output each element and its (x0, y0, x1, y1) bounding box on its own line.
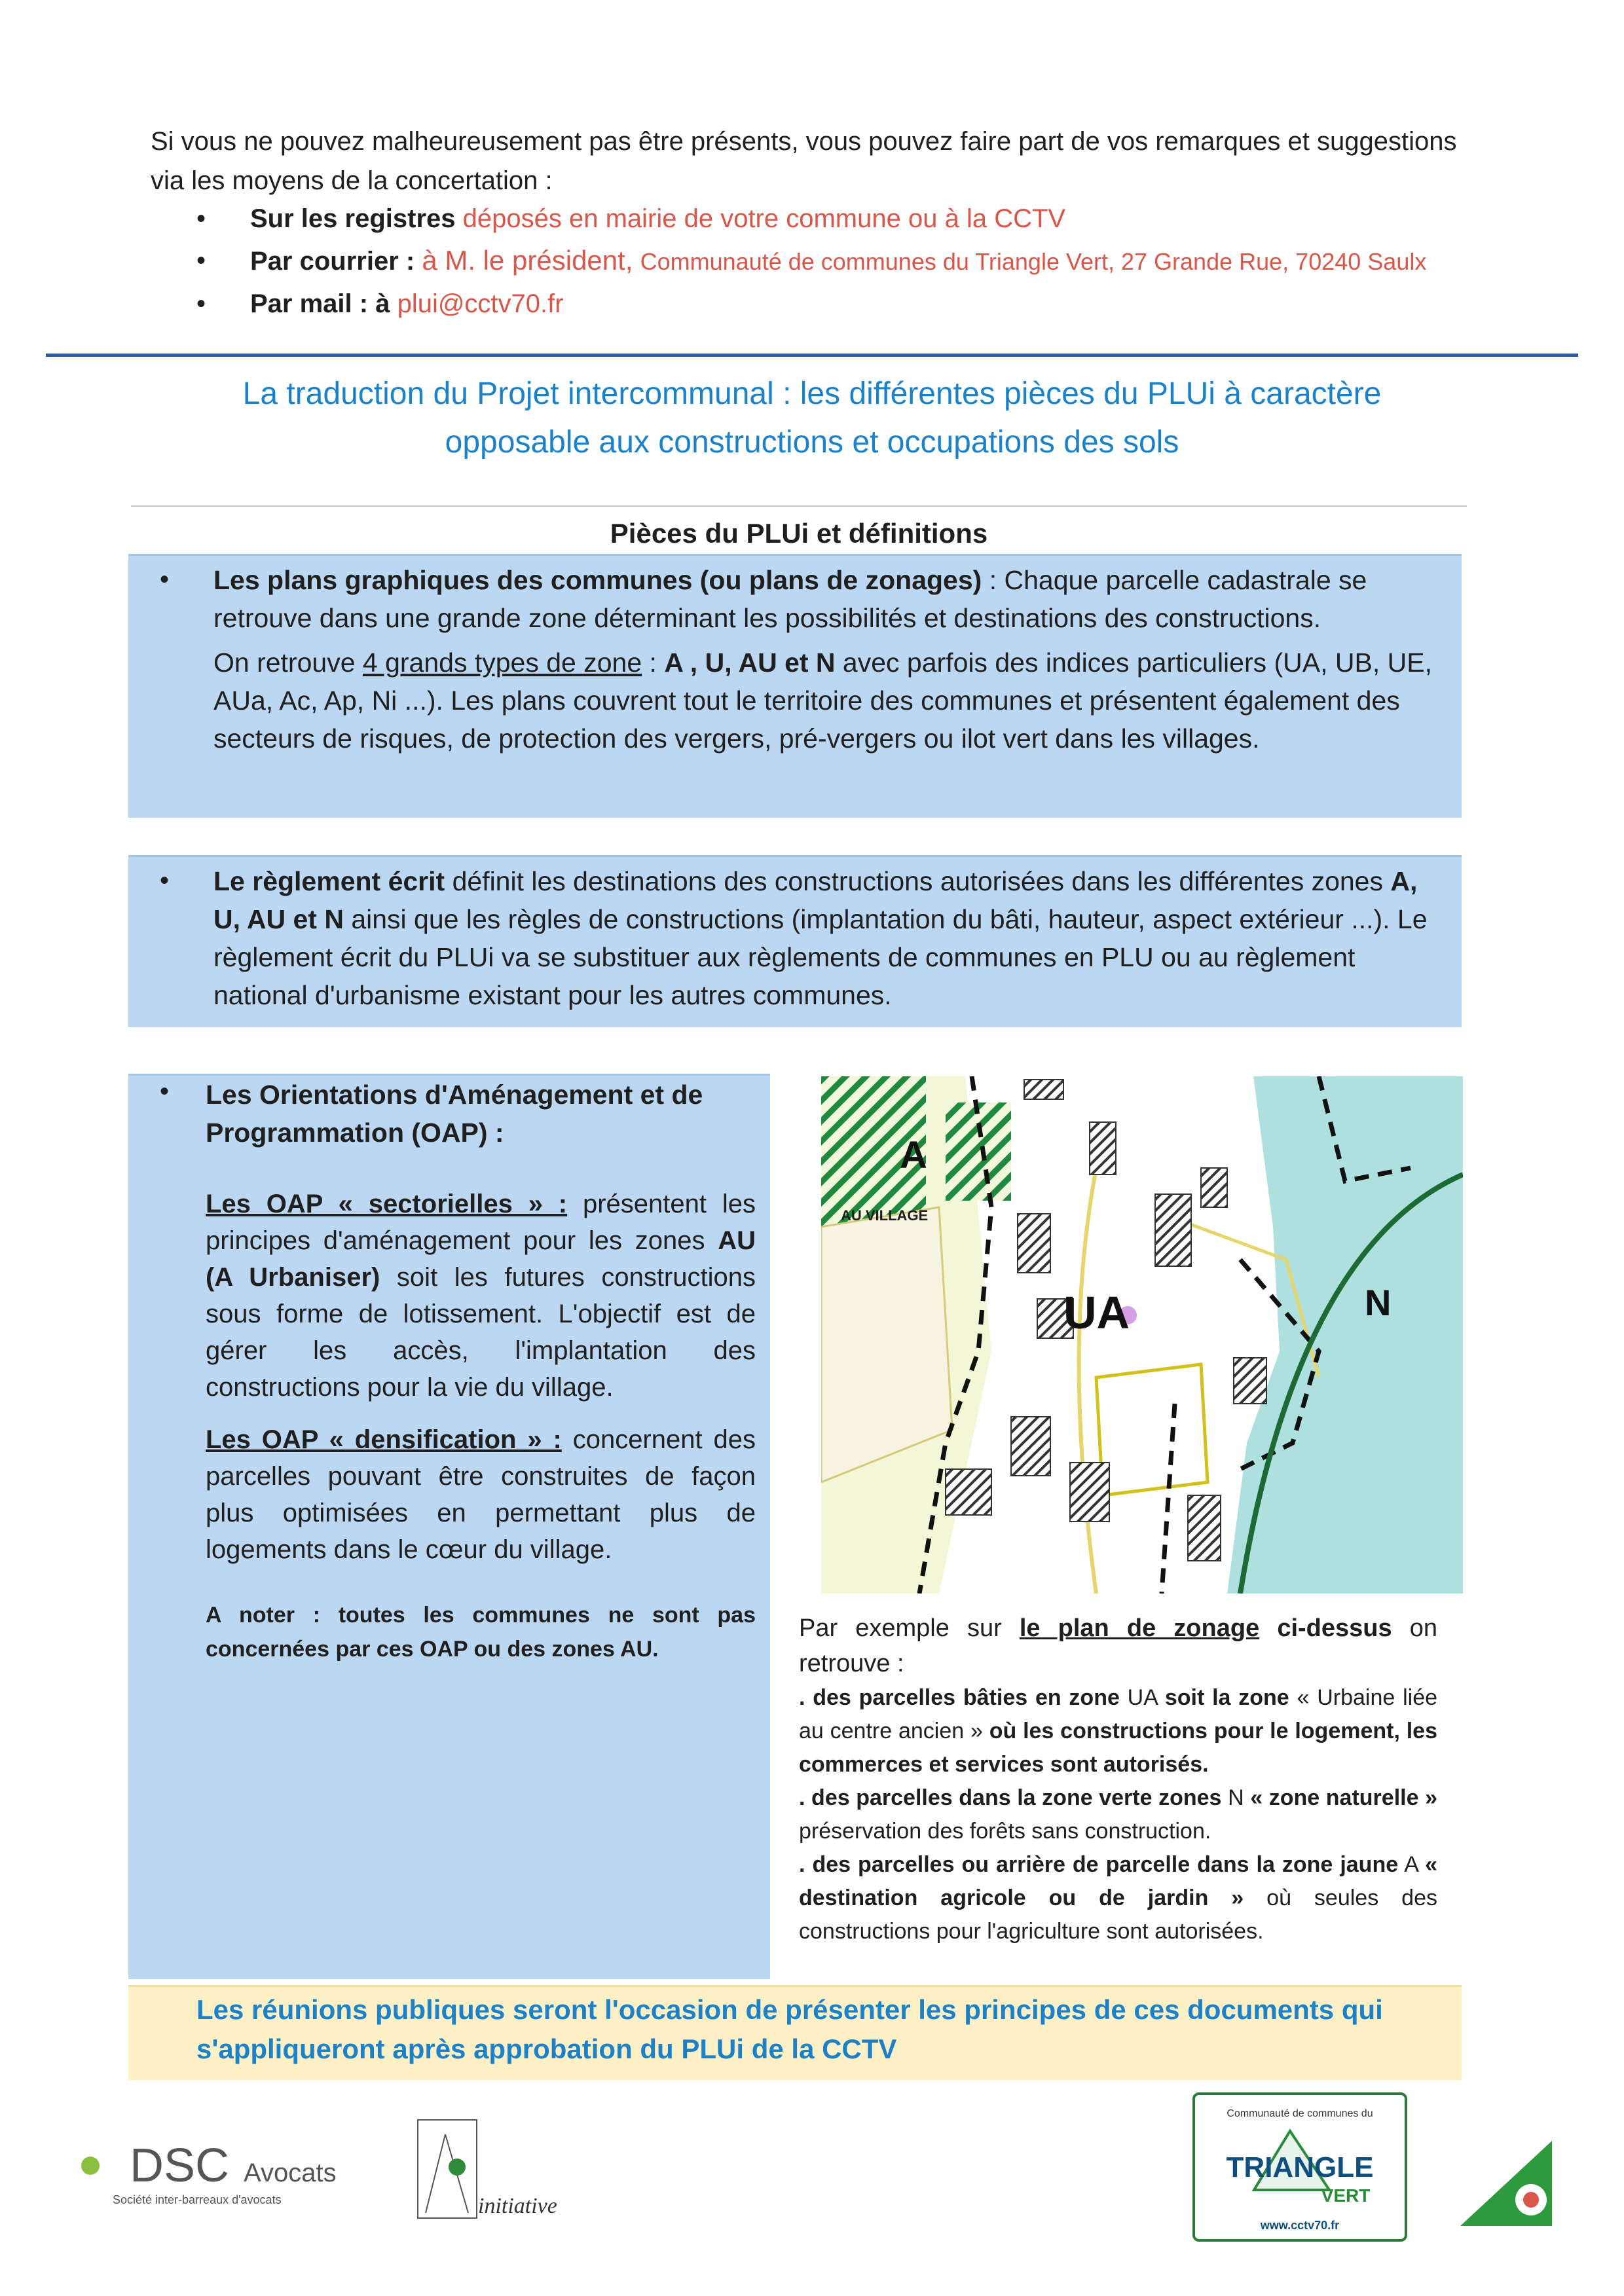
map-label-n: N (1365, 1282, 1392, 1323)
caption-3b: N (1221, 1785, 1251, 1810)
oap-sectorielles-text-a: présentent les principes d'aménagement pour les zones (206, 1190, 756, 1255)
footer-note: Les réunions publiques seront l'occasion de présenter les principes de ces documents qui s'appliqueront après approbation du PLUi de la CCTV (196, 1994, 1383, 2064)
cctv-logo (1192, 2092, 1408, 2242)
initiative-logo-mark (413, 2115, 583, 2232)
dsc-sub: Avocats (244, 2159, 337, 2187)
plans-text-2a: On retrouve (213, 647, 363, 678)
bullet-icon: • (160, 866, 170, 895)
pieces-title: Pièces du PLUi et définitions (610, 518, 988, 549)
map-label-au-village: AU VILLAGE (841, 1207, 929, 1224)
plans-text-2c: avec parfois des indices particuliers (UA, UB, UE, AUa, Ac, Ap, Ni ...). Les plans couvrent tout le territoire des communes et présentent également des secteurs de risques, de protection des vergers, pré-vergers ou ilot vert dans les villages. (213, 647, 1432, 754)
caption-line-1 (799, 1611, 1437, 1681)
caption-line-2 (799, 1681, 1437, 1781)
oap-densification-label: Les OAP « densification » : (206, 1425, 562, 1454)
plans-title: Les plans graphiques des communes (ou plans de zonages) (213, 565, 982, 595)
caption-2c: soit la zone (1164, 1685, 1289, 1710)
zone-types-label: 4 grands types de zone (362, 647, 642, 678)
region-logo (1447, 2134, 1565, 2232)
cctv-logo-mark (1192, 2092, 1408, 2242)
building (946, 1469, 991, 1515)
caption-1b: le plan de zonage (1019, 1614, 1260, 1642)
building (1090, 1122, 1116, 1175)
reglement-text-2: ainsi que les règles de constructions (implantation du bâti, hauteur, aspect extérieur ...). Le règlement écrit du PLUi va se substituer aux règlements de communes en PLU ou au règlement national d'urbanisme existant pour les autres communes. (213, 904, 1428, 1010)
caption-2b: UA (1119, 1685, 1165, 1710)
caption-1d: on retrouve : (799, 1614, 1437, 1677)
initiative-label: initiative (478, 2194, 557, 2218)
building (1011, 1417, 1050, 1476)
dsc-tag: Société inter-barreaux d'avocats (113, 2193, 282, 2206)
building (1234, 1358, 1266, 1404)
initiative-figure (426, 2134, 445, 2213)
zone-a-hatch (946, 1102, 1011, 1201)
plans-paragraph-2 (213, 644, 1445, 757)
map-label-ua: UA (1063, 1287, 1130, 1338)
caption-2d: « Urbaine liée au centre ancien » (799, 1685, 1438, 1743)
bullet-icon: • (160, 565, 170, 594)
registres-detail: déposés en mairie de votre commune ou à la CCTV (462, 204, 1066, 233)
reglement-title: Le règlement écrit (213, 866, 445, 896)
subtitle-line1: La traduction du Projet intercommunal : les différentes pièces du PLUi à caractère (242, 376, 1382, 411)
building (1018, 1214, 1050, 1273)
dsc-avocats-logo (72, 2134, 360, 2213)
reglement-paragraph (213, 862, 1445, 1014)
region-logo-icon (1447, 2134, 1565, 2232)
zoning-map-image (821, 1076, 1463, 1594)
cctv-top-text: Communauté de communes du (1227, 2108, 1373, 2119)
cctv-name-1: TRIANGLE (1226, 2151, 1374, 2183)
oap-title: Les Orientations d'Aménagement et de Programmation (OAP) : (206, 1080, 703, 1148)
au-label: AU (718, 1226, 756, 1255)
caption-4a: . des parcelles ou arrière de parcelle dans la zone jaune (799, 1852, 1399, 1877)
contact-list (196, 198, 1506, 325)
thin-divider (131, 505, 1467, 507)
oap-densification-text: concernent des parcelles pouvant être construites de façon plus optimisées en permettant plus de logements dans le cœur du village. (206, 1425, 756, 1564)
map-caption (799, 1611, 1437, 1948)
zoning-map (821, 1076, 1463, 1594)
caption-2a: . des parcelles bâties en zone (799, 1685, 1120, 1710)
caption-2e: où les constructions pour le logement, les commerces et services sont autorisés. (799, 1719, 1437, 1777)
oap-note: A noter : toutes les communes ne sont pas concernées par ces OAP ou des zones AU. (206, 1603, 756, 1662)
oap-sectorielles-label: Les OAP « sectorielles » : (206, 1190, 568, 1218)
caption-3a: . des parcelles dans la zone verte zones (799, 1785, 1222, 1810)
list-item (196, 198, 1506, 240)
registres-label: Sur les registres (250, 204, 456, 233)
building (1070, 1463, 1109, 1522)
cctv-url: www.cctv70.fr (1260, 2219, 1340, 2232)
mail-link[interactable]: plui@cctv70.fr (397, 289, 564, 318)
building (1024, 1080, 1063, 1099)
plans-text-1: : Chaque parcelle cadastrale se retrouve dans une grande zone déterminant les possibilités et destinations des constructions. (213, 565, 1367, 633)
courrier-detail-a: à M. le président, (422, 245, 633, 276)
oap-densification (206, 1421, 756, 1568)
section-subtitle (105, 370, 1519, 467)
oap-sectorielles (206, 1186, 756, 1406)
caption-4d: où seules des constructions pour l'agriculture sont autorisées. (799, 1886, 1437, 1944)
plans-text-2b: : (642, 647, 665, 678)
mail-label: Par mail : à (250, 289, 390, 318)
intro-text: Si vous ne pouvez malheureusement pas être présents, vous pouvez faire part de vos remarques et suggestions via les moyens de la concertation : (151, 127, 1457, 195)
caption-line-4 (799, 1848, 1437, 1948)
caption-1c: ci-dessus (1259, 1614, 1392, 1642)
caption-1a: Par exemple sur (799, 1614, 1020, 1642)
oap-box (128, 1074, 770, 1979)
intro-paragraph (151, 122, 1486, 200)
bullet-icon: • (160, 1077, 170, 1106)
dsc-dot-icon (81, 2157, 100, 2175)
section-divider (46, 354, 1578, 357)
subtitle-line2: opposable aux constructions et occupations des sols (445, 425, 1179, 460)
list-item (196, 283, 1506, 325)
cctv-name-2: VERT (1321, 2185, 1371, 2206)
a-urbaniser-label: (A Urbaniser) (206, 1263, 380, 1292)
dsc-logo-mark (72, 2134, 360, 2213)
reglement-zones: A, U, AU et N (213, 866, 1418, 934)
map-label-a: A (900, 1134, 927, 1176)
zone-list: A , U, AU et N (664, 647, 836, 678)
oap-sectorielles-text-b: soit les futures constructions sous forme de lotissement. L'objectif est de gérer les accès, l'implantation des constructions pour la vie du village. (206, 1263, 756, 1402)
caption-4c: « destination agricole ou de jardin » (799, 1852, 1437, 1910)
caption-line-3 (799, 1781, 1437, 1848)
building (1201, 1168, 1227, 1207)
initiative-frame (418, 2120, 477, 2218)
caption-3d: préservation des forêts sans construction. (799, 1819, 1211, 1844)
plans-graphiques-box (128, 554, 1462, 818)
reglement-text-1: définit les destinations des constructions autorisées dans les différentes zones (445, 866, 1391, 896)
plans-paragraph-1 (213, 561, 1445, 637)
caption-3c: « zone naturelle » (1250, 1785, 1438, 1810)
initiative-dot-icon (449, 2159, 466, 2176)
list-item (196, 240, 1506, 283)
reglement-box (128, 855, 1462, 1027)
caption-4b: A (1398, 1852, 1426, 1877)
initiative-logo (413, 2115, 583, 2232)
building (1155, 1194, 1191, 1266)
courrier-label: Par courrier : (250, 247, 422, 276)
building (1188, 1495, 1221, 1561)
dsc-main: DSC (130, 2140, 230, 2192)
region-a-dot (1523, 2192, 1539, 2208)
courrier-detail-b: Communauté de communes du Triangle Vert, 27 Grande Rue, 70240 Saulx (640, 248, 1427, 275)
